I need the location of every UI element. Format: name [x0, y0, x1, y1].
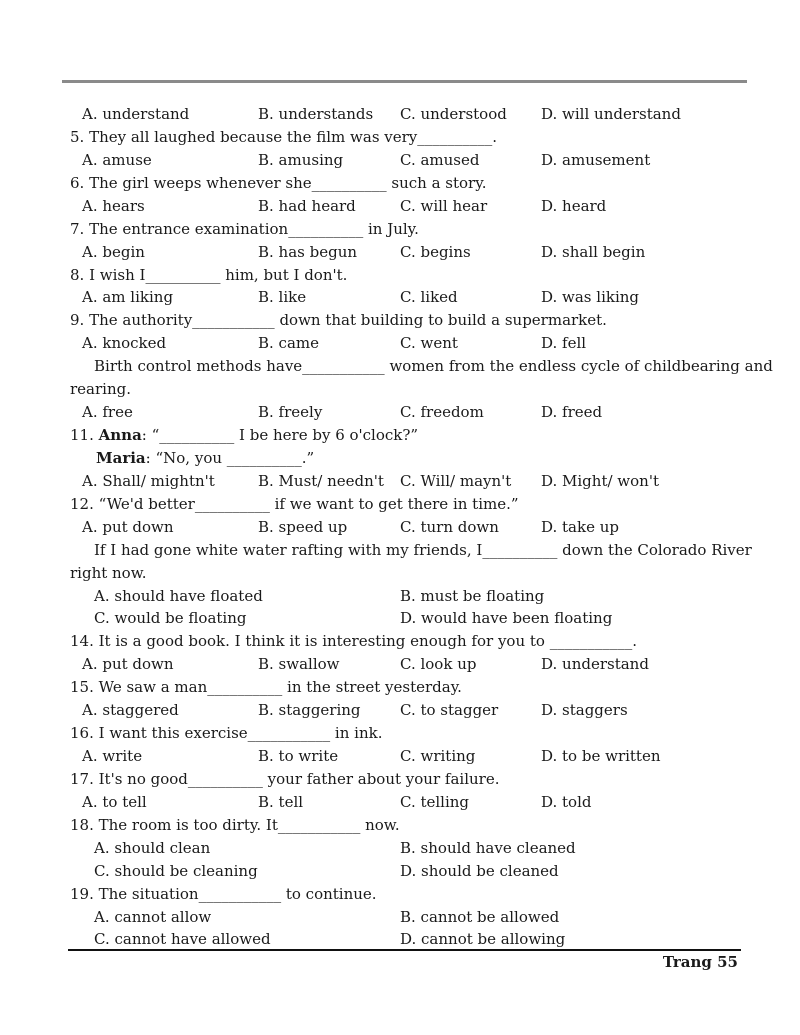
answer-option: B. staggering [258, 701, 361, 719]
answer-option: C. begins [400, 243, 471, 261]
answer-option: C. will hear [400, 197, 488, 215]
answer-option: D. staggers [541, 701, 628, 719]
question-text: 8. I wish I__________ him, but I don't. [70, 266, 348, 284]
answer-option: A. cannot allow [94, 908, 212, 926]
question-text: 9. The authority___________ down that building to build a supermarket. [70, 311, 607, 329]
answer-option: D. was liking [541, 288, 640, 306]
answer-option: D. fell [541, 334, 587, 352]
answer-option: A. should clean [94, 839, 211, 857]
question-text-line: If I had gone white water rafting with my friends, I__________ down the Colorado River [94, 541, 752, 559]
question-text: 12. “We'd better__________ if we want to get there in time.” [70, 495, 519, 513]
answer-option: B. amusing [258, 151, 344, 169]
footer-rule [68, 949, 741, 951]
question-text: 18. The room is too dirty. It___________ now. [70, 816, 400, 834]
answer-option: D. amusement [541, 151, 651, 169]
answer-option: D. told [541, 793, 592, 811]
answer-option: A. understand [82, 105, 190, 123]
answer-option: B. cannot be allowed [400, 908, 560, 926]
answer-option: C. amused [400, 151, 480, 169]
answer-option: D. to be written [541, 747, 661, 765]
answer-option: B. to write [258, 747, 339, 765]
answer-option: B. must be floating [400, 587, 545, 605]
page-number: Trang 55 [662, 953, 738, 971]
question-text-line: right now. [70, 564, 147, 582]
answer-option: A. to tell [82, 793, 147, 811]
answer-option: C. look up [400, 655, 477, 673]
answer-option: B. Must/ needn't [258, 472, 384, 490]
answer-option: C. turn down [400, 518, 499, 536]
answer-option: A. should have floated [94, 587, 263, 605]
answer-option: B. had heard [258, 197, 356, 215]
answer-option: D. take up [541, 518, 619, 536]
answer-option: A. hears [82, 197, 145, 215]
answer-option: A. am liking [82, 288, 174, 306]
answer-option: D. will understand [541, 105, 681, 123]
question-text-line: Birth control methods have___________ women from the endless cycle of childbearing and [94, 357, 773, 375]
dialog-line [70, 425, 418, 445]
answer-option: C. should be cleaning [94, 862, 258, 880]
question-text: 19. The situation___________ to continue. [70, 885, 377, 903]
question-text: 6. The girl weeps whenever she__________ such a story. [70, 174, 487, 192]
answer-option: B. speed up [258, 518, 348, 536]
answer-option: C. telling [400, 793, 470, 811]
answer-option: D. should be cleaned [400, 862, 559, 880]
question-text: 7. The entrance examination__________ in July. [70, 220, 419, 238]
answer-option: A. put down [82, 655, 174, 673]
answer-option: B. like [258, 288, 307, 306]
answer-option: B. freely [258, 403, 323, 421]
answer-option: C. freedom [400, 403, 484, 421]
answer-option: B. should have cleaned [400, 839, 576, 857]
question-text-line: rearing. [70, 380, 131, 398]
answer-option: C. cannot have allowed [94, 930, 271, 948]
question-number: 11. [70, 426, 99, 444]
answer-option: D. freed [541, 403, 603, 421]
answer-option: C. Will/ mayn't [400, 472, 512, 490]
dialog-text: : “__________ I be here by 6 o'clock?” [141, 426, 419, 444]
answer-option: A. Shall/ mightn't [82, 472, 215, 490]
answer-option: A. free [82, 403, 133, 421]
answer-option: B. tell [258, 793, 304, 811]
dialog-text: : “No, you __________.” [145, 449, 315, 467]
answer-option: C. understood [400, 105, 507, 123]
answer-option: A. amuse [82, 151, 152, 169]
answer-option: D. shall begin [541, 243, 646, 261]
answer-option: D. Might/ won't [541, 472, 659, 490]
answer-option: A. put down [82, 518, 174, 536]
answer-option: A. knocked [82, 334, 167, 352]
speaker-name: Anna [98, 426, 142, 444]
answer-option: B. swallow [258, 655, 340, 673]
answer-option: D. understand [541, 655, 649, 673]
answer-option: B. came [258, 334, 320, 352]
question-text: 17. It's no good__________ your father about your failure. [70, 770, 500, 788]
answer-option: C. would be floating [94, 609, 247, 627]
question-text: 15. We saw a man__________ in the street yesterday. [70, 678, 462, 696]
dialog-line [96, 448, 314, 468]
answer-option: C. writing [400, 747, 476, 765]
answer-option: B. has begun [258, 243, 358, 261]
speaker-name: Maria [96, 449, 146, 467]
answer-option: C. went [400, 334, 458, 352]
answer-option: D. cannot be allowing [400, 930, 566, 948]
answer-option: C. to stagger [400, 701, 499, 719]
answer-option: D. heard [541, 197, 607, 215]
question-text: 14. It is a good book. I think it is interesting enough for you to ___________. [70, 632, 637, 650]
answer-option: A. staggered [82, 701, 179, 719]
answer-option: A. begin [82, 243, 145, 261]
question-text: 5. They all laughed because the film was very__________. [70, 128, 498, 146]
answer-option: D. would have been floating [400, 609, 613, 627]
answer-option: B. understands [258, 105, 374, 123]
question-text: 16. I want this exercise___________ in ink. [70, 724, 383, 742]
header-rule [62, 80, 747, 83]
answer-option: C. liked [400, 288, 458, 306]
answer-option: A. write [82, 747, 143, 765]
